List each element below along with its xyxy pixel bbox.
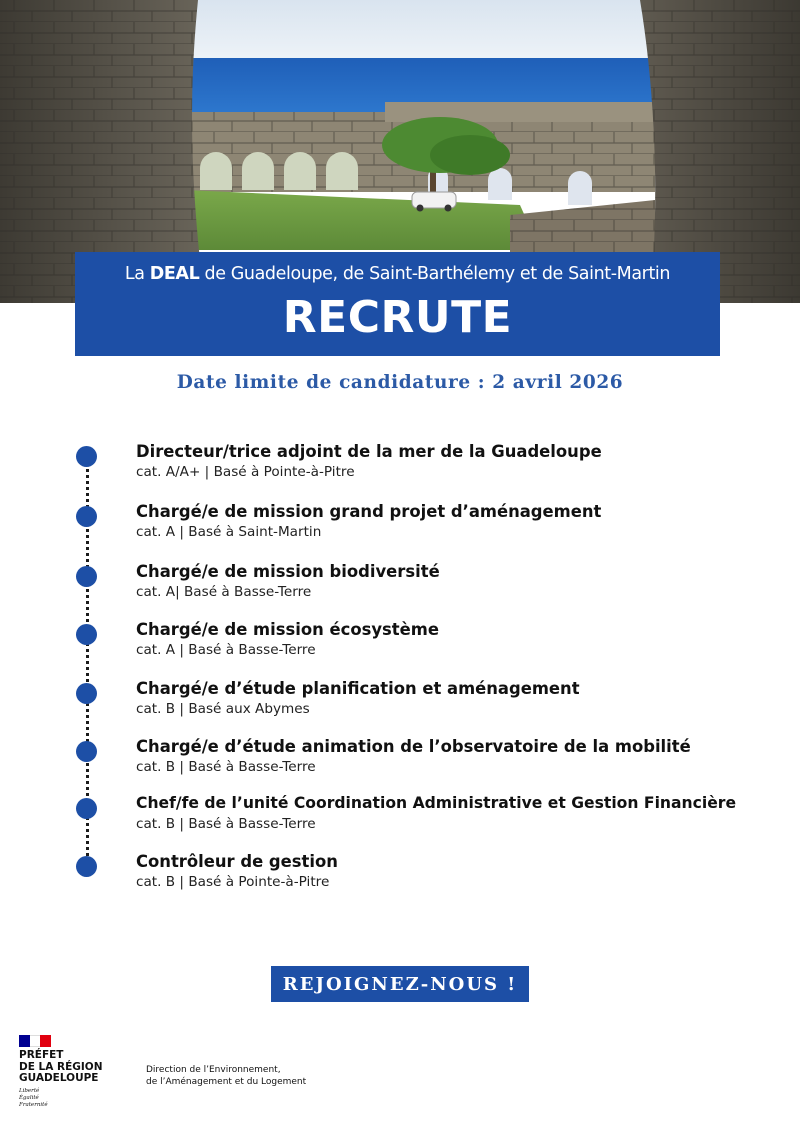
timeline-bullet-icon: [76, 624, 97, 645]
logo-prefecture-name: PRÉFET DE LA RÉGION GUADELOUPE: [19, 1049, 103, 1084]
job-title: Chargé/e de mission grand projet d’aménagement: [136, 502, 602, 521]
directorate-name: Direction de l’Environnement, de l’Aménagement et du Logement: [146, 1065, 307, 1087]
french-flag-icon: [19, 1035, 51, 1047]
timeline-bullet-icon: [76, 856, 97, 877]
job-meta: cat. A | Basé à Saint-Martin: [136, 524, 322, 540]
job-item: [76, 679, 756, 729]
job-item: [76, 442, 756, 492]
job-meta: cat. A| Basé à Basse-Terre: [136, 584, 312, 600]
application-deadline: Date limite de candidature : 2 avril 2026: [176, 372, 624, 393]
join-us-button[interactable]: REJOIGNEZ-NOUS !: [271, 966, 529, 1002]
job-title: Chargé/e d’étude animation de l’observatoire de la mobilité: [136, 737, 691, 756]
job-meta: cat. B | Basé à Basse-Terre: [136, 816, 316, 832]
banner-organisation-line: [75, 264, 720, 284]
job-title: Chargé/e de mission écosystème: [136, 620, 439, 639]
timeline-bullet-icon: [76, 566, 97, 587]
job-item: [76, 852, 756, 902]
job-title: Chef/fe de l’unité Coordination Administrative et Gestion Financière: [136, 794, 737, 812]
job-meta: cat. A/A+ | Basé à Pointe-à-Pitre: [136, 464, 355, 480]
job-meta: cat. B | Basé à Pointe-à-Pitre: [136, 874, 330, 890]
timeline-bullet-icon: [76, 741, 97, 762]
banner-deal-acronym: DEAL: [149, 264, 200, 284]
prefecture-logo: [19, 1035, 129, 1115]
timeline-dotted-line: [86, 462, 89, 864]
job-meta: cat. B | Basé aux Abymes: [136, 701, 310, 717]
job-item: [76, 794, 756, 844]
job-title: Chargé/e d’étude planification et aménagement: [136, 679, 580, 698]
job-item: [76, 620, 756, 670]
timeline-bullet-icon: [76, 446, 97, 467]
logo-motto: Liberté Égalité Fraternité: [19, 1088, 48, 1108]
job-title: Contrôleur de gestion: [136, 852, 338, 871]
banner-prefix: La: [124, 264, 150, 284]
recruitment-banner: [75, 252, 720, 356]
banner-suffix: de Guadeloupe, de Saint-Barthélemy et de Saint-Martin: [199, 264, 671, 284]
banner-title: RECRUTE: [282, 292, 513, 343]
timeline-bullet-icon: [76, 683, 97, 704]
timeline-bullet-icon: [76, 798, 97, 819]
job-meta: cat. B | Basé à Basse-Terre: [136, 759, 316, 775]
job-title: Chargé/e de mission biodiversité: [136, 562, 440, 581]
job-meta: cat. A | Basé à Basse-Terre: [136, 642, 316, 658]
timeline-bullet-icon: [76, 506, 97, 527]
job-item: [76, 562, 756, 612]
job-item: [76, 502, 756, 552]
job-title: Directeur/trice adjoint de la mer de la Guadeloupe: [136, 442, 602, 461]
job-item: [76, 737, 756, 787]
